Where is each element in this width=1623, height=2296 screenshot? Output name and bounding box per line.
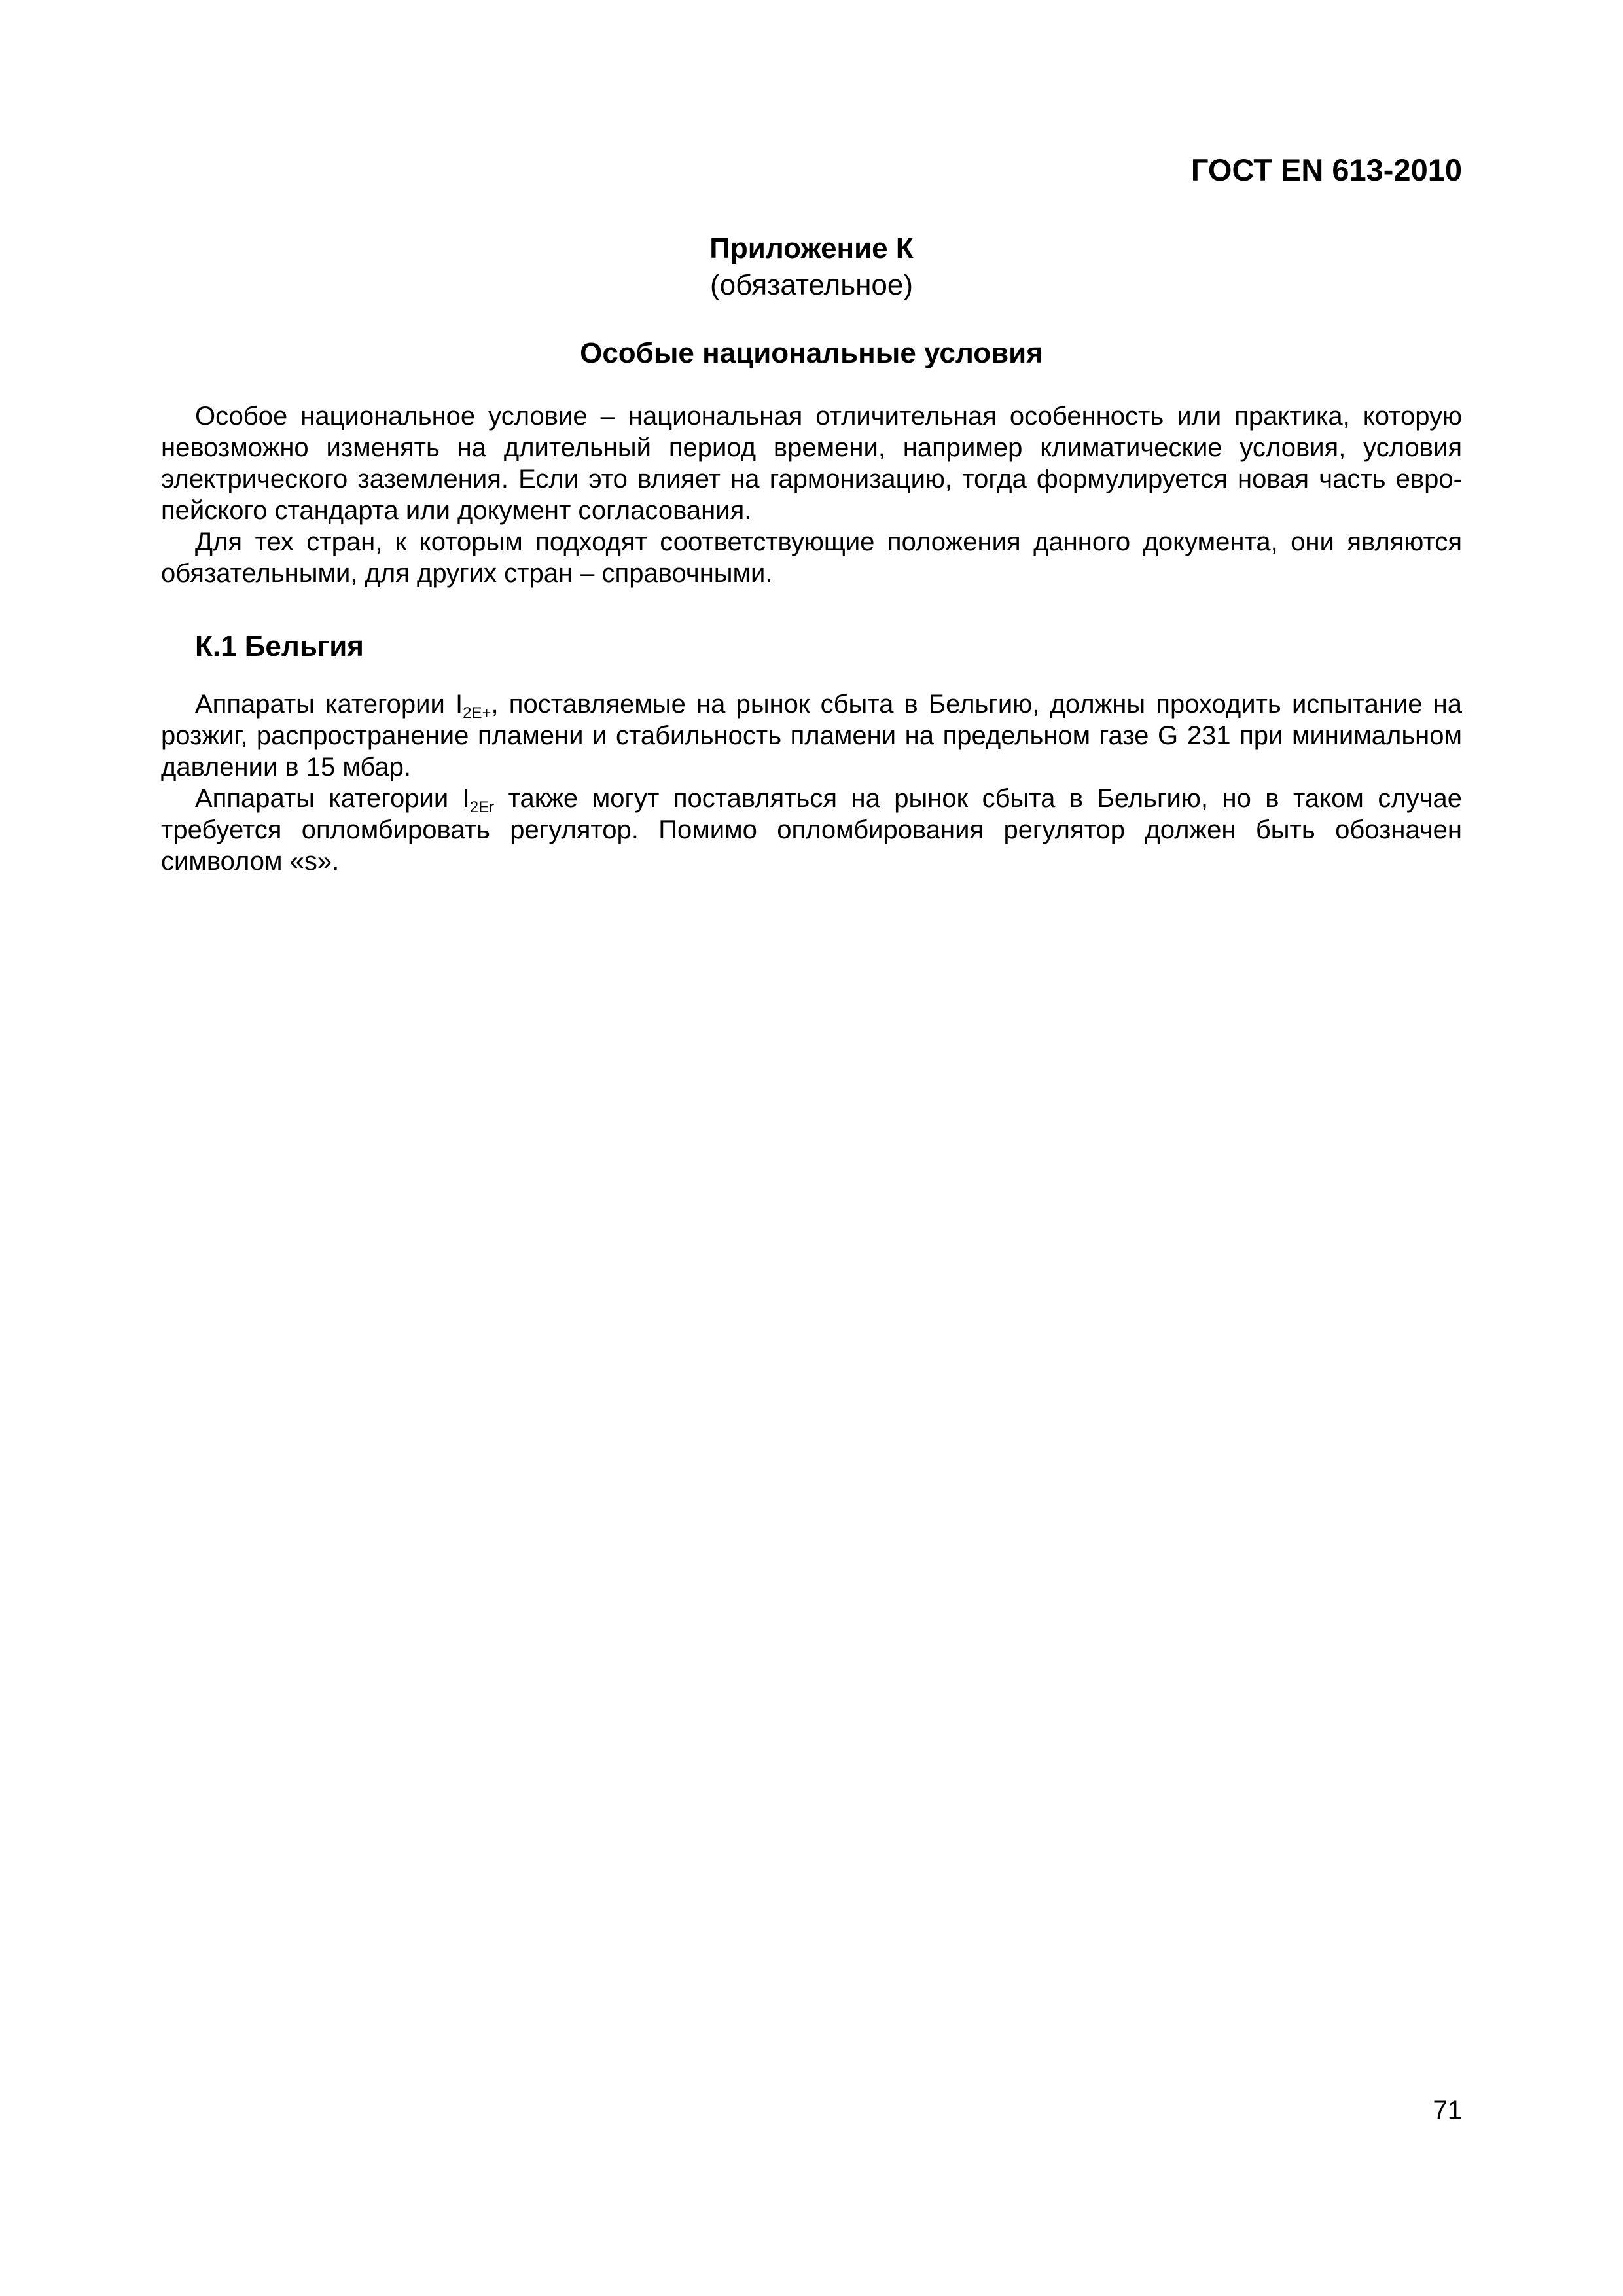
paragraph xyxy=(161,783,1462,877)
paragraph: Для тех стран, к которым подходят соответствующие положения данного документа, они являются обязательными, для других стран – справочными. xyxy=(161,528,1462,588)
paragraph: Особое национальное условие – национальная отличительная особенность или практика, которую невозможно изменять на длительный период времени, например климатические условия, условия электрического заземления. Если это влияет на гармонизацию, тогда формулируется новая часть европейского стандарта или документ согласования. xyxy=(161,402,1462,525)
annex-title: Приложение К xyxy=(709,232,914,264)
page-number: 71 xyxy=(1433,2096,1462,2125)
paragraph-text: Аппараты категории I xyxy=(195,784,470,813)
section-body xyxy=(161,401,1462,589)
section-title: Особые национальные условия xyxy=(580,337,1043,369)
category-subscript: 2Er xyxy=(469,798,495,816)
paragraph-text: Аппараты категории I xyxy=(195,690,463,719)
paragraph-text: также могут поставляться на рынок сбыта в Бельгию, но в таком случае требуется опломбировать регулятор. Помимо опломбирования регулятор должен быть обозначен символом «s». xyxy=(161,784,1462,876)
document-code: ГОСТ EN 613-2010 xyxy=(1190,152,1462,187)
category-subscript: 2E+ xyxy=(463,704,491,722)
subsection-body xyxy=(161,689,1462,877)
paragraph-text: , поставляемые на рынок сбыта в Бельгию, должны проходить испытание на розжиг, распространение пламени и стабильность пламени на предельном газе G 231 при минимальном давлении в 15 мбар. xyxy=(161,690,1462,781)
annex-heading xyxy=(161,230,1462,304)
paragraph xyxy=(161,689,1462,783)
subsection-title: К.1 Бельгия xyxy=(195,630,364,662)
annex-status: (обязательное) xyxy=(709,269,914,301)
